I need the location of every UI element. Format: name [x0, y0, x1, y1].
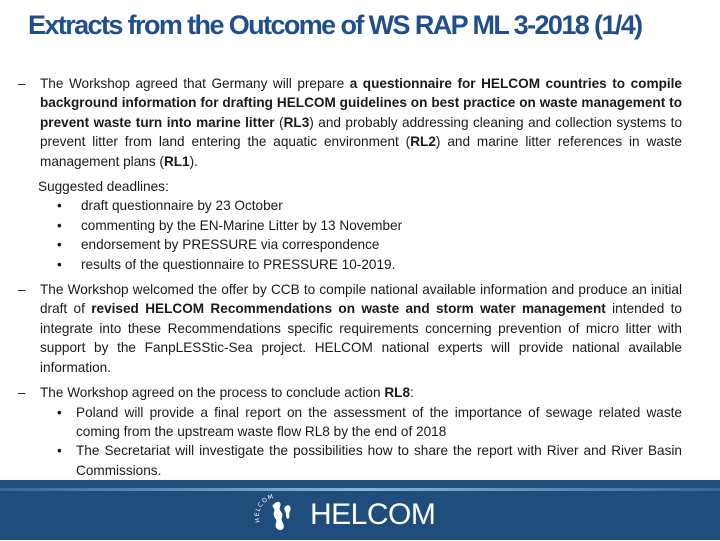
- list-item: [18, 235, 682, 254]
- deadlines-label: Suggested deadlines:: [38, 179, 169, 195]
- bullet-marker: •: [57, 404, 62, 420]
- dash-marker: –: [18, 385, 26, 401]
- list-item-text: commenting by the EN-Marine Litter by 13 November: [81, 217, 403, 233]
- list-item: [18, 403, 682, 442]
- dash-marker: –: [18, 282, 26, 298]
- text-span: ).: [189, 153, 198, 169]
- text-span: The Workshop agreed on the process to conclude action: [40, 385, 385, 401]
- helcom-emblem-icon: [252, 492, 304, 536]
- footer-stripe: [0, 488, 720, 491]
- paragraph-recommendations: [18, 280, 682, 377]
- list-item-text: draft questionnaire by 23 October: [81, 198, 283, 214]
- svg-text:HELCOM: [254, 493, 275, 523]
- helcom-wordmark: HELCOM: [310, 498, 436, 531]
- bold-span: RL8: [384, 385, 411, 401]
- text-span: ) and probably addressing cleaning and collection systems to prevent litter from land entering the aquatic environment (: [40, 114, 683, 150]
- bullet-marker: •: [57, 443, 62, 459]
- slide-content: [18, 74, 682, 480]
- list-item: [18, 196, 682, 215]
- text-span: The Workshop agreed that Germany will prepare: [40, 76, 350, 91]
- bold-span: RL2: [410, 134, 436, 150]
- paragraph-rl8: [18, 383, 682, 402]
- bullet-marker: •: [57, 217, 62, 233]
- list-item-text: Poland will provide a final report on the assessment of the importance of sewage related waste coming from the upstream waste flow RL8 by the end of 2018: [76, 404, 682, 439]
- text-span: The Workshop welcomed the offer by CCB to compile national available information and produce an initial draft of: [40, 282, 682, 317]
- list-item: [18, 441, 682, 480]
- list-item-text: endorsement by PRESSURE via correspondence: [81, 237, 380, 253]
- slide-title: Extracts from the Outcome of WS RAP ML 3-2018 (1/4): [28, 10, 642, 40]
- deadlines-list: [18, 196, 682, 274]
- bold-span: RL3: [283, 114, 310, 130]
- bullet-marker: •: [57, 256, 62, 272]
- list-item: [18, 216, 682, 235]
- emblem-text: HELCOM: [253, 493, 276, 524]
- bold-span: revised HELCOM Recommendations on waste and storm water management: [91, 301, 606, 317]
- bullet-marker: •: [57, 198, 62, 214]
- bold-span: a questionnaire for HELCOM countries to compile background information for drafting HELCOM guidelines on best practice on waste management to prevent waste turn into marine litter: [40, 76, 682, 130]
- text-span: ) and marine litter references in waste management plans (: [40, 134, 682, 169]
- rl8-list: [18, 403, 682, 481]
- text-span: (: [274, 114, 284, 130]
- bold-span: RL1: [163, 153, 190, 169]
- text-span: intended to integrate into these Recommendations specific requirements concerning prevention of micro litter with support by the FanpLESStic-Sea project. HELCOM national experts will provide national available information.: [40, 301, 682, 375]
- list-item: [18, 255, 682, 274]
- list-item-text: results of the questionnaire to PRESSURE 10-2019.: [81, 256, 396, 272]
- bullet-marker: •: [57, 237, 62, 253]
- dash-marker: –: [18, 76, 26, 91]
- paragraph-questionnaire: [18, 74, 682, 171]
- text-span: :: [410, 385, 414, 401]
- list-item-text: The Secretariat will investigate the possibilities how to share the report with River and River Basin Commissions.: [76, 443, 682, 478]
- helcom-logo: [252, 492, 442, 536]
